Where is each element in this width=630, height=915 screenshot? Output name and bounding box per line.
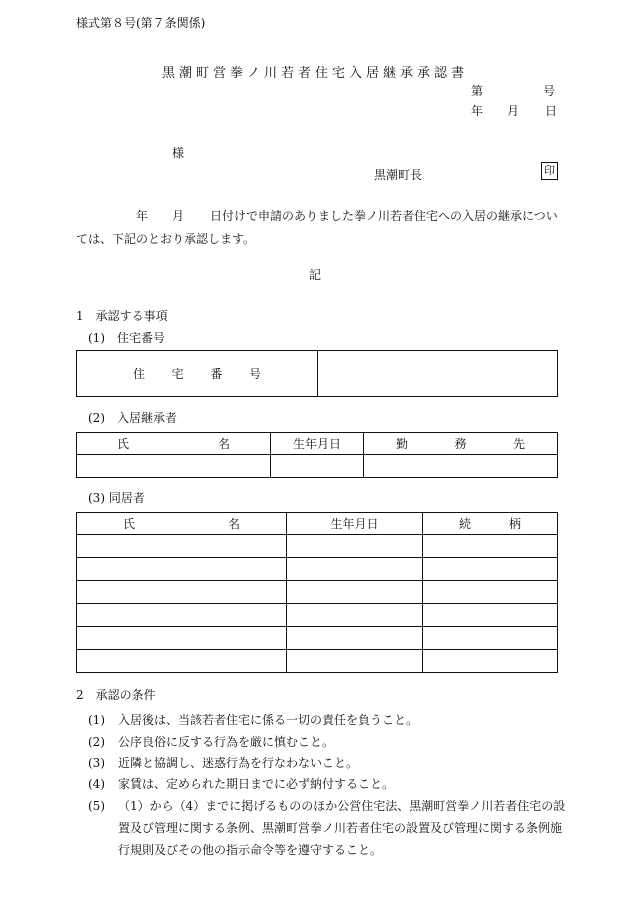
cohabitant-name-cell[interactable]: [77, 535, 287, 558]
successor-work-cell[interactable]: [364, 455, 558, 478]
section1-sub3-label: (3) 同居者: [88, 491, 145, 505]
section1-heading: 1 承認する事項: [76, 309, 168, 323]
cohabitant-rel-header: [423, 513, 558, 535]
date-day-label: 日: [545, 104, 558, 118]
header-char: 氏: [123, 517, 136, 531]
cohabitant-rel-cell[interactable]: [423, 604, 558, 627]
successor-name-cell[interactable]: [77, 455, 271, 478]
section1-sub1-label: (1) 住宅番号: [88, 331, 165, 345]
seal-mark: 印: [541, 162, 558, 180]
condition-text: 公序良俗に反する行為を厳に慎むこと。: [118, 735, 335, 749]
number-prefix: 第: [471, 84, 484, 98]
cohabitant-birth-cell[interactable]: [287, 650, 423, 673]
date-year-label: 年: [471, 104, 484, 118]
cohabitant-birth-header: 生年月日: [287, 513, 423, 535]
body-text: 日付けで申請のありました拳ノ川若者住宅への入居の継承については、下記のとおり承認します。: [76, 209, 558, 246]
header-char: 名: [217, 437, 230, 451]
condition-number: (3): [88, 756, 105, 770]
cohabitant-name-cell[interactable]: [77, 581, 287, 604]
cohabitant-birth-cell[interactable]: [287, 558, 423, 581]
cohabitant-birth-cell[interactable]: [287, 581, 423, 604]
header-char: 続: [459, 517, 472, 531]
house-number-char: 住: [133, 367, 146, 381]
table-row: [77, 535, 558, 558]
body-month-label: 月: [172, 209, 185, 223]
successor-name-header: [77, 433, 271, 455]
section1-sub2-label: (2) 入居継承者: [88, 411, 177, 425]
table-row: [77, 650, 558, 673]
successor-birth-cell[interactable]: [271, 455, 364, 478]
successor-table: [76, 432, 558, 478]
condition-number: (2): [88, 735, 105, 749]
condition-item: [88, 775, 394, 792]
table-row: [77, 581, 558, 604]
section2-heading: 2 承認の条件: [76, 688, 156, 702]
cohabitant-rel-cell[interactable]: [423, 581, 558, 604]
condition-number: (1): [88, 713, 105, 727]
cohabitant-birth-cell[interactable]: [287, 604, 423, 627]
issuer-name: 黒潮町長: [374, 168, 423, 182]
header-char: 柄: [508, 517, 521, 531]
number-suffix: 号: [543, 84, 556, 98]
cohabitant-rel-cell[interactable]: [423, 558, 558, 581]
header-char: 名: [227, 517, 240, 531]
cohabitant-birth-cell[interactable]: [287, 535, 423, 558]
cohabitant-name-header: [77, 513, 287, 535]
cohabitant-name-cell[interactable]: [77, 627, 287, 650]
cohabitant-rel-cell[interactable]: [423, 627, 558, 650]
cohabitant-name-cell[interactable]: [77, 558, 287, 581]
condition-item: [88, 754, 358, 771]
header-char: 先: [512, 437, 525, 451]
house-number-char: 号: [248, 367, 261, 381]
addressee-suffix: 様: [172, 146, 185, 160]
cohabitant-rel-cell[interactable]: [423, 650, 558, 673]
body-year-label: 年: [136, 209, 149, 223]
condition-item: [88, 711, 418, 728]
condition-text: （1）から（4）までに掲げるもののほか公営住宅法、黒潮町営拳ノ川若者住宅の設置及び管理に関する条例、黒潮町営拳ノ川若者住宅の設置及び管理に関する条例施行規則及びその他の指示命令等を遵守すること。: [118, 799, 566, 857]
table-row: [77, 627, 558, 650]
header-char: 氏: [117, 437, 130, 451]
header-char: 勤: [396, 437, 409, 451]
header-char: 務: [454, 437, 467, 451]
house-number-header: [77, 351, 318, 397]
form-number: 様式第８号(第７条関係): [76, 16, 206, 30]
house-number-char: 宅: [171, 367, 184, 381]
table-row: [77, 558, 558, 581]
cohabitant-name-cell[interactable]: [77, 604, 287, 627]
cohabitant-table: [76, 512, 558, 673]
condition-number: (4): [88, 777, 105, 791]
condition-text: 家賃は、定められた期日までに必ず納付すること。: [118, 777, 395, 791]
document-title: 黒潮町営拳ノ川若者住宅入居継承承認書: [161, 66, 468, 81]
condition-item: [88, 795, 568, 861]
table-row: [77, 604, 558, 627]
house-number-table: [76, 350, 558, 397]
house-number-char: 番: [210, 367, 223, 381]
house-number-cell[interactable]: [318, 351, 558, 397]
condition-item: [88, 733, 334, 750]
condition-number: (5): [88, 799, 105, 813]
body-paragraph: [76, 205, 562, 251]
date-month-label: 月: [507, 104, 520, 118]
cohabitant-rel-cell[interactable]: [423, 535, 558, 558]
condition-text: 入居後は、当該若者住宅に係る一切の責任を負うこと。: [118, 713, 419, 727]
ki-heading: 記: [308, 268, 321, 282]
condition-text: 近隣と協調し、迷惑行為を行なわないこと。: [118, 756, 359, 770]
cohabitant-birth-cell[interactable]: [287, 627, 423, 650]
successor-birth-header: 生年月日: [271, 433, 364, 455]
cohabitant-name-cell[interactable]: [77, 650, 287, 673]
issue-date: [471, 102, 557, 119]
successor-work-header: [364, 433, 558, 455]
